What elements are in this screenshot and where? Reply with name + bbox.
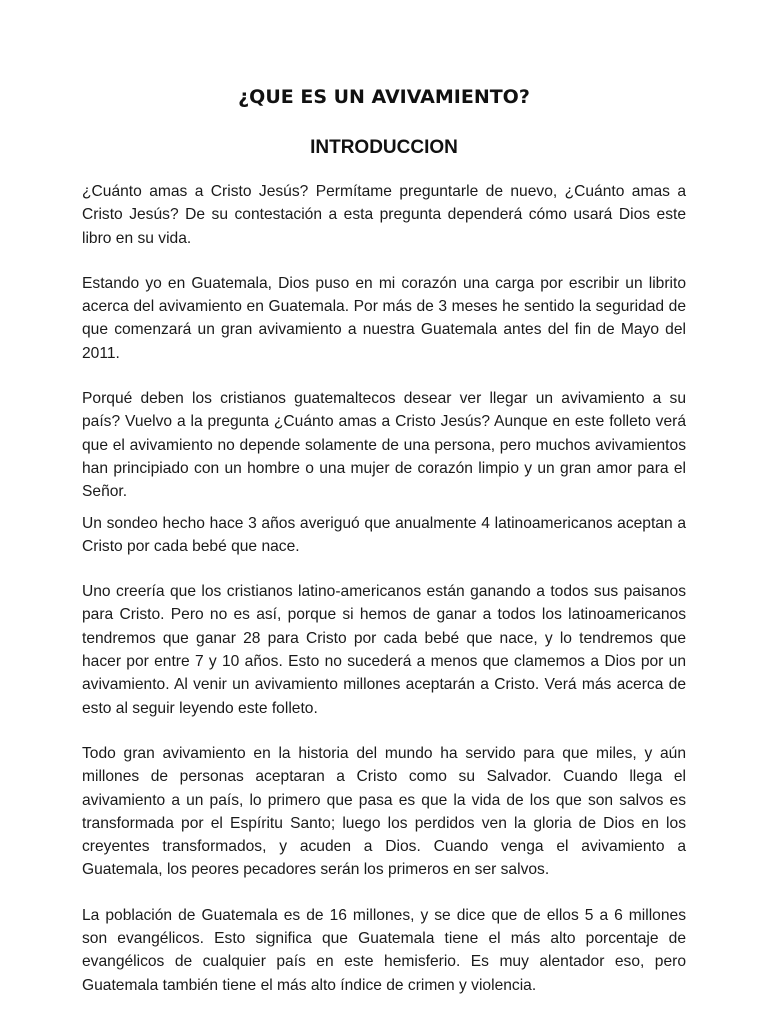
paragraph: Estando yo en Guatemala, Dios puso en mi corazón una carga por escribir un librito acerca del avivamiento en Guatemala. Por más de 3 meses he sentido la seguridad de que comenzará un gran avivamiento a nuestra Guatemala antes del fin de Mayo del 2011. [82,274,686,362]
paragraph: Uno creería que los cristianos latino-americanos están ganando a todos sus paisanos para Cristo. Pero no es así, porque si hemos de ganar a todos los latinoamericanos tendremos que ganar 28 para Cristo por cada bebé que nace, y lo tendremos que hacer por entre 7 y 10 años. Esto no sucederá a menos que clamemos a Dios por un avivamiento. Al venir un avivamiento millones aceptarán a Cristo. Verá más acerca de esto al seguir leyendo este folleto. [82,583,686,717]
paragraph: Porqué deben los cristianos guatemaltecos desear ver llegar un avivamiento a su país? Vuelvo a la pregunta ¿Cuánto amas a Cristo Jesús? Aunque en este folleto verá que el avivamiento no depende solamente de una persona, pero muchos avivamientos han principiado con un hombre o una mujer de corazón limpio y un gran amor para el Señor. [82,390,686,501]
paragraph: Todo gran avivamiento en la historia del mundo ha servido para que miles, y aún millones de personas aceptaran a Cristo como su Salvador. Cuando llega el avivamiento a un país, lo primero que pasa es que la vida de los que son salvos es transformada por el Espíritu Santo; luego los perdidos ven la gloria de Dios en los creyentes transformados, y acuden a Dios. Cuando venga el avivamiento a Guatemala, los peores pecadores serán los primeros en ser salvos. [82,744,686,879]
paragraph: ¿Cuánto amas a Cristo Jesús? Permítame preguntarle de nuevo, ¿Cuánto amas a Cristo Jesús? De su contestación a esta pregunta dependerá cómo usará Dios este libro en su vida. [82,183,686,247]
page-title: ¿QUE ES UN AVIVAMIENTO? [238,86,530,108]
section-heading: INTRODUCCION [310,137,458,158]
paragraph: Un sondeo hecho hace 3 años averiguó que anualmente 4 latinoamericanos aceptan a Cristo por cada bebé que nace. [82,514,686,555]
document-body [82,180,686,1019]
paragraph: La población de Guatemala es de 16 millones, y se dice que de ellos 5 a 6 millones son evangélicos. Esto significa que Guatemala tiene el más alto porcentaje de evangélicos de cualquier país en este hemisferio. Es muy alentador eso, pero Guatemala también tiene el más alto índice de crimen y violencia. [82,906,686,994]
